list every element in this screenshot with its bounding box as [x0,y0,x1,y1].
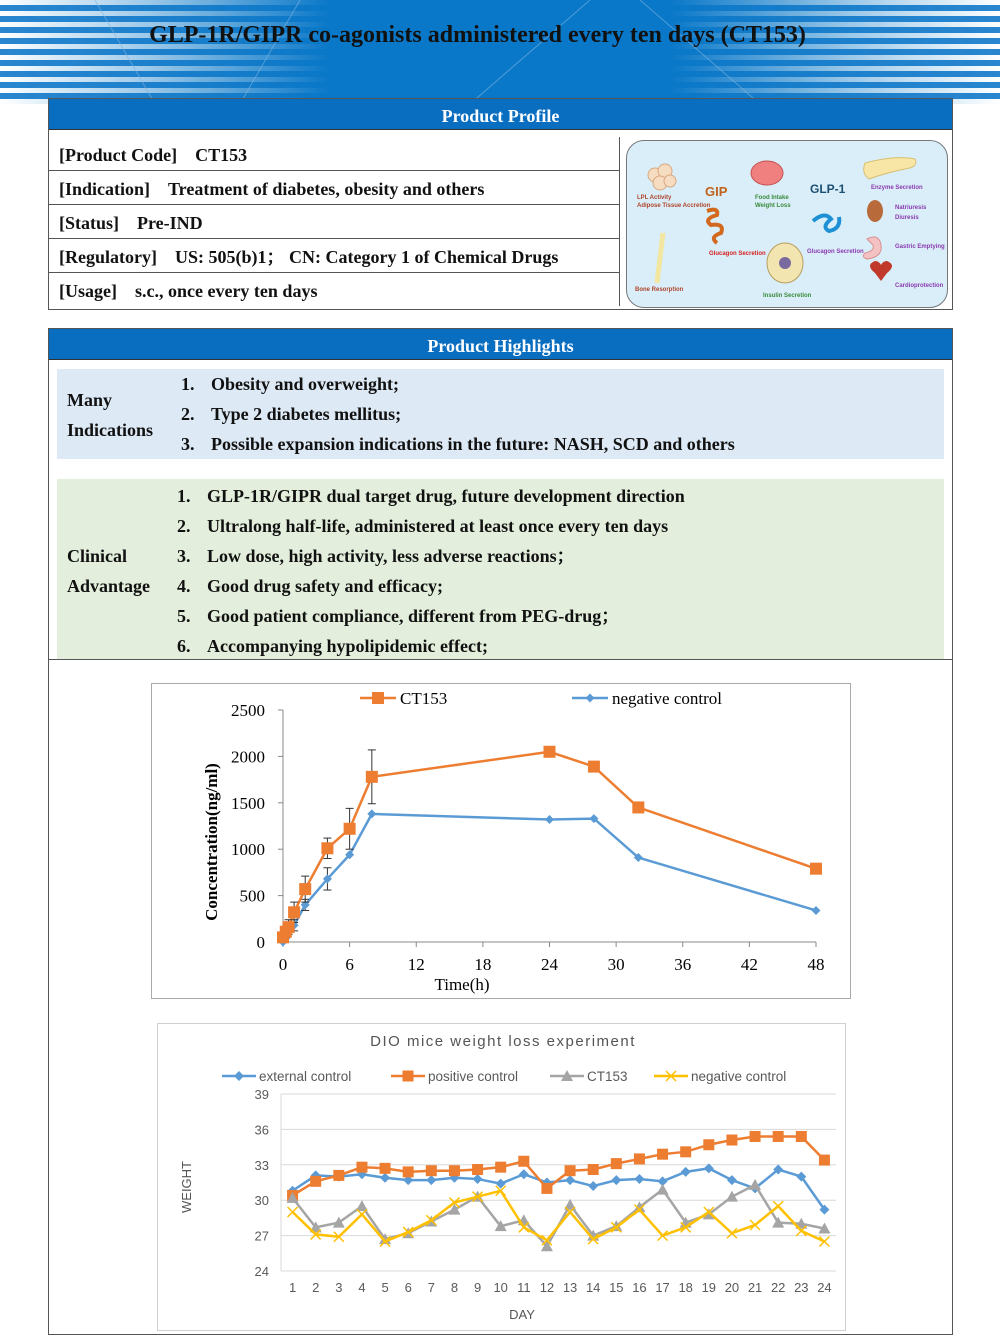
weight-x-tick-label: 14 [585,1280,601,1295]
weight-point-negative-control [819,1237,829,1247]
pk-point-ct153 [632,801,644,813]
weight-point-positive-control [565,1165,576,1176]
weight-legend-marker-external-control [234,1071,244,1081]
profile-value: Treatment of diabetes, obesity and others [168,179,485,199]
weight-chart-title: DIO mice weight loss experiment [370,1033,636,1050]
pk-legend-label-ct153: CT153 [400,689,448,708]
list-item [177,571,685,601]
pk-point-ct153 [299,883,311,895]
adipose-cells-icon [648,164,676,190]
list-item [181,369,735,399]
item-text: Type 2 diabetes mellitus; [211,404,402,424]
weight-x-tick-label: 10 [493,1280,508,1295]
clinical-advantage-block [57,479,944,659]
weight-legend-label-positive-control: positive control [428,1069,519,1084]
pk-axes [231,701,825,974]
weight-point-external-control [426,1175,436,1185]
weight-chart [158,1024,845,1330]
list-item [177,601,685,631]
weight-point-external-control [473,1174,483,1184]
weight-x-tick-label: 24 [817,1280,832,1295]
list-item [177,481,685,511]
pk-point-ct153 [810,863,822,875]
pk-point-ct153 [283,921,295,933]
weight-x-tick-label: 15 [609,1280,624,1295]
profile-value: CT153 [195,145,248,165]
weight-x-tick-label: 1 [288,1280,297,1295]
weight-point-positive-control [333,1170,344,1181]
weight-x-tick-label: 5 [381,1280,389,1295]
kidney-icon [867,200,883,222]
pk-line-negative-control [283,814,816,942]
weight-x-tick-label: 3 [335,1280,343,1295]
item-number: 5. [177,606,191,626]
label-weight-loss: Weight Loss [755,203,791,209]
item-text: Accompanying hypolipidemic effect; [207,636,488,656]
label-natriuresis: Natriuresis [895,205,927,211]
weight-point-external-control [519,1169,529,1179]
pk-chart [152,684,850,998]
pk-point-ct153 [544,746,556,758]
category-line: Advantage [67,576,151,596]
glp1-peptide-icon [813,215,839,231]
label-food-intake: Food Intake [755,195,789,201]
indications-list [181,369,735,459]
pk-x-tick-label: 18 [474,955,492,974]
product-profile-panel [48,98,953,310]
pk-point-ct153 [344,823,356,835]
item-text: Good patient compliance, different from PEG-drug； [207,606,620,626]
bone-icon [657,233,663,283]
weight-point-positive-control [773,1131,784,1142]
pk-y-tick-label: 500 [239,886,265,906]
product-highlights-title: Product Highlights [49,329,952,360]
heart-icon [870,261,892,281]
item-text: Ultralong half-life, administered at least once every ten days [207,516,669,536]
profile-label: [Status] [59,213,120,233]
clinical-list [177,481,685,661]
pk-legend-marker-negative-control [586,694,595,703]
weight-point-positive-control [380,1163,391,1174]
islet-core-icon [779,257,791,269]
weight-point-positive-control [403,1166,414,1177]
item-text: Obesity and overweight; [211,374,399,394]
list-item [177,541,685,571]
weight-x-tick-label: 23 [794,1280,809,1295]
label-bone: Bone Resorption [635,287,684,293]
label-insulin: Insulin Secretion [763,293,812,299]
list-item [177,631,685,661]
item-text: GLP-1R/GIPR dual target drug, future development direction [207,486,685,506]
weight-y-tick-label: 27 [254,1228,269,1244]
item-text: Possible expansion indications in the future: NASH, SCD and others [211,434,735,454]
weight-point-external-control [565,1175,575,1185]
list-item [177,511,685,541]
weight-point-positive-control [588,1164,599,1175]
weight-x-tick-label: 17 [655,1280,670,1295]
label-glp-glucagon: Glucagon Secretion [807,249,864,255]
pk-point-negative-control [812,906,821,915]
profile-value: s.c., once every ten days [134,281,318,301]
weight-point-positive-control [426,1165,437,1176]
page-title: GLP-1R/GIPR co-agonists administered every ten days (CT153) [149,22,806,48]
mechanism-diagram-svg [627,141,947,307]
item-number: 3. [177,546,191,566]
weight-point-ct153 [726,1191,738,1202]
weight-x-tick-label: 2 [312,1280,320,1295]
weight-point-positive-control [796,1131,807,1142]
weight-x-tick-label: 8 [450,1280,459,1295]
pk-x-tick-label: 0 [278,955,288,974]
weight-point-negative-control [773,1201,783,1211]
profile-row-indication [49,171,620,205]
item-number: 6. [177,636,191,656]
pk-y-tick-label: 0 [256,933,265,952]
weight-x-tick-label: 20 [724,1280,740,1295]
weight-line-ct153 [293,1185,825,1246]
profile-row-status [49,205,620,239]
indications-category [67,385,153,445]
pk-x-tick-label: 48 [807,955,825,974]
weight-x-tick-label: 6 [404,1280,412,1295]
label-enzyme: Enzyme Secretion [871,185,923,191]
weight-y-tick-label: 30 [254,1193,269,1209]
pk-point-ct153 [366,771,378,783]
divider [49,659,952,660]
item-number: 2. [181,404,195,424]
pk-point-ct153 [288,906,300,918]
weight-point-positive-control [541,1183,552,1194]
weight-point-positive-control [472,1164,483,1175]
pk-x-tick-label: 42 [740,955,758,974]
profile-rows [49,137,620,306]
stomach-icon [863,237,881,259]
weight-x-tick-label: 4 [358,1280,366,1295]
weight-point-ct153 [657,1184,669,1195]
label-gip-glucagon: Glucagon Secretion [709,251,766,257]
weight-point-positive-control [726,1135,737,1146]
header-banner [0,0,1000,104]
pk-x-tick-label: 12 [407,955,425,974]
glp1-label: GLP-1 [810,182,846,196]
weight-x-tick-label: 11 [517,1280,531,1295]
weight-y-tick-label: 39 [254,1087,269,1102]
profile-value: US: 505(b)1； CN: Category 1 of Chemical Drugs [174,247,559,267]
weight-line-positive-control [293,1136,825,1195]
weight-y-tick-label: 24 [254,1264,269,1279]
weight-y-axis-label: WEIGHT [179,1161,194,1213]
category-line: Many [67,390,112,410]
pk-x-tick-label: 24 [541,955,558,974]
weight-point-negative-control [288,1207,298,1217]
profile-row-regulatory [49,239,620,273]
category-line: Indications [67,420,154,440]
weight-x-tick-label: 21 [747,1280,763,1295]
pk-chart-frame [151,683,851,999]
pk-y-tick-label: 2500 [231,701,265,720]
pk-y-tick-label: 1500 [231,793,265,813]
weight-point-positive-control [703,1139,714,1150]
weight-point-positive-control [750,1131,761,1142]
pk-point-ct153 [588,761,600,773]
weight-y-tick-label: 33 [254,1157,269,1173]
profile-value: Pre-IND [137,213,203,233]
weight-x-tick-label: 12 [539,1280,555,1295]
pk-point-negative-control [545,815,554,824]
pk-x-tick-label: 30 [607,955,625,974]
weight-line-negative-control [293,1191,825,1242]
product-profile-title: Product Profile [49,99,952,130]
weight-x-tick-label: 7 [427,1280,435,1295]
item-number: 4. [177,576,191,596]
weight-x-tick-label: 9 [473,1280,482,1295]
pk-x-tick-label: 6 [345,955,354,974]
profile-label: [Indication] [59,179,151,199]
weight-point-positive-control [680,1146,691,1157]
gip-peptide-icon [707,210,722,243]
label-adipose: Adipose Tissue Accretion [637,203,711,209]
pk-point-negative-control [367,809,376,818]
item-number: 1. [181,374,195,394]
weight-point-positive-control [449,1165,460,1176]
weight-legend [222,1069,786,1084]
weight-legend-label-ct153: CT153 [587,1069,628,1084]
weight-point-positive-control [495,1162,506,1173]
weight-legend-label-negative-control: negative control [691,1069,787,1084]
pk-x-axis-label: Time(h) [434,975,490,994]
gip-label: GIP [705,184,728,199]
weight-legend-marker-positive-control [403,1071,414,1082]
weight-point-external-control [611,1175,621,1185]
weight-point-external-control [634,1174,644,1184]
mechanism-diagram [626,140,948,308]
item-number: 3. [181,434,195,454]
weight-point-external-control [681,1167,691,1177]
weight-x-tick-label: 22 [770,1280,786,1295]
item-text: Low dose, high activity, less adverse reactions； [207,546,575,566]
weight-y-tick-label: 36 [254,1122,269,1138]
weight-point-positive-control [819,1155,830,1166]
pk-x-tick-label: 36 [674,955,692,974]
pk-series [277,746,822,947]
item-number: 2. [177,516,191,536]
weight-x-tick-label: 18 [678,1280,693,1295]
weight-point-positive-control [634,1153,645,1164]
profile-label: [Regulatory] [59,247,157,267]
weight-x-tick-label: 13 [562,1280,578,1295]
weight-point-external-control [380,1173,390,1183]
pancreas-icon [864,158,916,179]
banner-decoration [0,0,1000,104]
weight-x-axis-label: DAY [509,1307,535,1322]
label-gastric: Gastric Emptying [895,244,945,250]
label-diuresis: Diuresis [895,215,919,221]
clinical-category [67,541,150,601]
weight-point-positive-control [356,1162,367,1173]
profile-label: [Usage] [59,281,117,301]
pk-legend-marker-ct153 [372,692,384,704]
weight-x-tick-label: 16 [632,1280,647,1295]
brain-icon [751,161,783,185]
label-cardio: Cardioprotection [895,283,944,289]
category-line: Clinical [67,546,128,566]
indications-block [57,369,944,459]
list-item [181,399,735,429]
weight-x-tick-label: 19 [701,1280,717,1295]
weight-chart-frame [157,1023,846,1331]
pk-y-axis-label: Concentration(ng/ml) [202,763,221,921]
item-text: Good drug safety and efficacy; [207,576,443,596]
pk-legend [360,689,722,708]
weight-point-positive-control [657,1149,668,1160]
label-lpl: LPL Activity [637,195,672,201]
profile-label: [Product Code] [59,145,178,165]
weight-point-positive-control [611,1158,622,1169]
profile-row-usage [49,273,620,306]
item-number: 1. [177,486,191,506]
pk-y-tick-label: 1000 [231,840,265,860]
weight-point-positive-control [518,1156,529,1167]
weight-legend-label-external-control: external control [259,1069,352,1084]
profile-row-product-code [49,137,620,171]
product-highlights-panel [48,328,953,1335]
weight-series [287,1131,831,1251]
weight-point-external-control [727,1175,737,1185]
pk-legend-label-negative-control: negative control [612,689,722,708]
weight-point-positive-control [310,1176,321,1187]
weight-point-external-control [588,1181,598,1191]
pk-point-ct153 [321,842,333,854]
pk-y-tick-label: 2000 [231,747,265,767]
pk-line-ct153 [283,752,816,938]
list-item [181,429,735,459]
